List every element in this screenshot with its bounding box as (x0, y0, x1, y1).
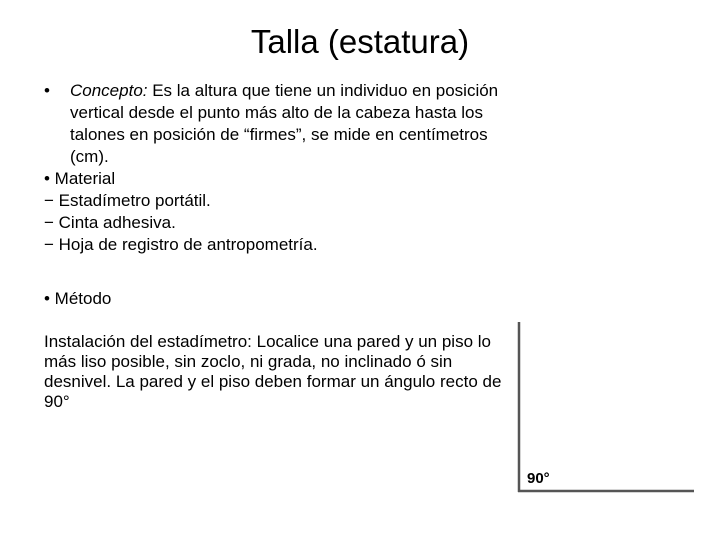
material-item: − Cinta adhesiva. (44, 213, 176, 232)
concept-bullet (44, 80, 514, 168)
material-heading: • Material (44, 169, 116, 188)
concept-term: Concepto: (70, 81, 148, 100)
bullet-marker: • (44, 81, 50, 100)
slide-title: Talla (estatura) (250, 23, 470, 60)
angle-label: 90° (527, 470, 550, 487)
concept-definition: Es la altura que tiene un individuo en posición vertical desde el punto más alto de la cabeza hasta los talones en posición de “firmes”, se mide en centímetros (cm). (70, 81, 499, 166)
slide-body (44, 80, 514, 412)
installation-text: Instalación del estadímetro: Localice una pared y un piso lo más liso posible, sin zoclo, ni grada, no inclinado ó sin desnivel. La pared y el piso deben formar un ángulo recto de 90° (44, 332, 502, 411)
material-item: − Estadímetro portátil. (44, 191, 211, 210)
material-item: − Hoja de registro de antropometría. (44, 235, 318, 254)
method-heading: • Método (44, 289, 112, 308)
concept-text (70, 80, 514, 168)
